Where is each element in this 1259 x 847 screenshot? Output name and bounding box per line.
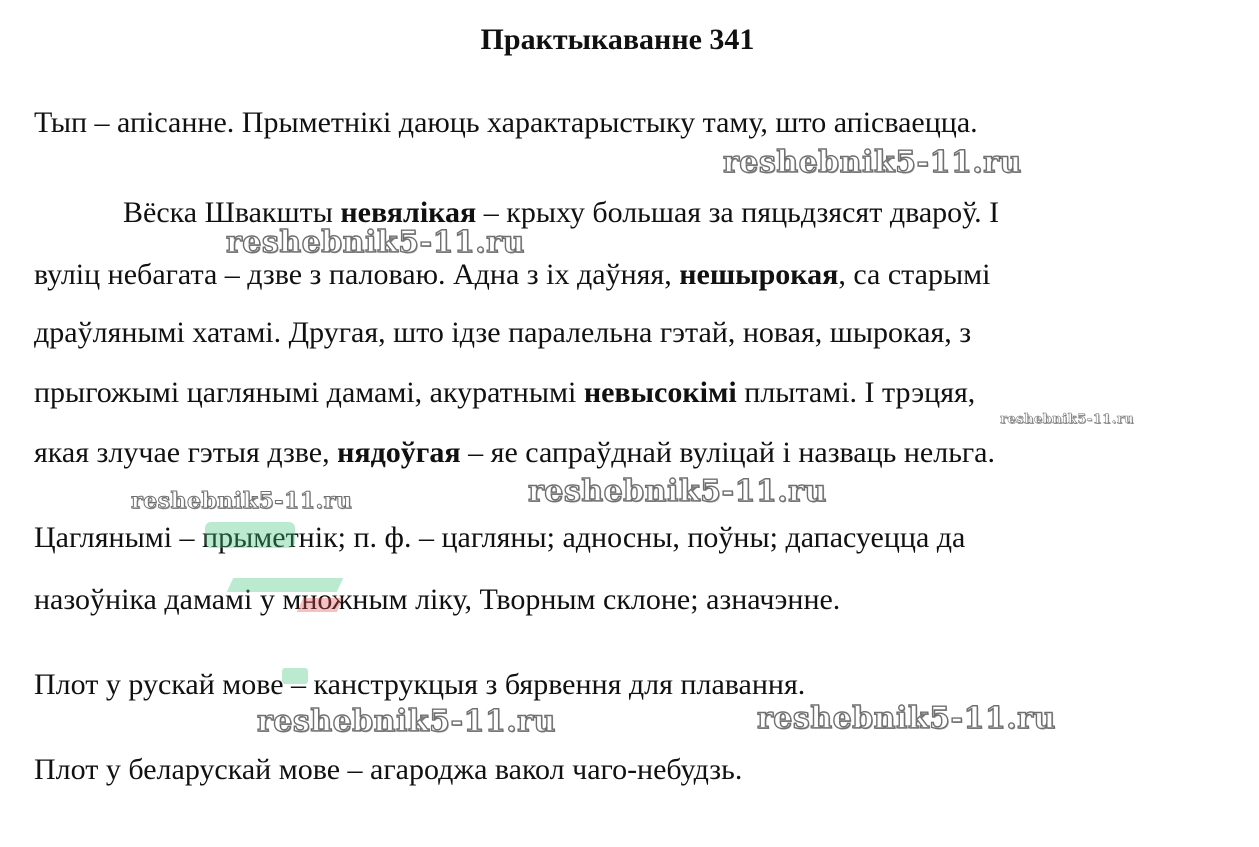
green-smudge [205,522,295,548]
page-title: Практыкаванне 341 [480,23,755,56]
text-segment: , са старымі [838,258,991,291]
paragraph-line-3: драўлянымі хатамі. Другая, што ідзе паралельна гэтай, новая, шырокая, з [34,316,972,349]
watermark-text: reshebnik5-11.ru [257,704,556,739]
watermark-text: reshebnik5-11.ru [1000,412,1135,427]
paragraph-line-4 [34,373,975,413]
type-line: Тып – апісанне. Прыметнікі даюць характарыстыку таму, што апісваецца. [34,106,978,139]
green-smudge [282,668,308,684]
watermark-text: reshebnik5-11.ru [757,701,1056,736]
paragraph-line-5 [34,433,995,473]
watermark-text: reshebnik5-11.ru [226,225,525,260]
text-segment: – крыху большая за пяцьдзясят двароў. І [476,196,1000,229]
bold-adjective: невялікая [340,196,477,229]
text-segment: плытамі. І трэцяя, [736,376,976,409]
text-segment: вуліц небагата – дзве з паловаю. Адна з іх даўняя, [34,258,680,291]
green-smudge [227,578,344,592]
watermark-text: reshebnik5-11.ru [723,145,1022,180]
text-segment: – яе сапраўднай вуліцай і назваць нельга. [460,436,996,469]
analysis-line-1: Цаглянымі – прыметнік; п. ф. – цагляны; адносны, поўны; дапасуецца да [34,521,966,554]
bold-adjective: невысокімі [583,376,737,409]
analysis-line-2: назоўніка дамамі у множным ліку, Творным склоне; азначэнне. [34,583,841,616]
red-smudge [297,598,344,612]
text-segment: прыгожымі цаглянымі дамамі, акуратнымі [34,376,584,409]
bold-adjective: нядоўгая [337,436,461,469]
paragraph-line-2 [34,255,990,295]
watermark-text: reshebnik5-11.ru [131,488,353,514]
plot-belarusian-line: Плот у беларускай мове – агароджа вакол чаго-небудзь. [34,753,743,786]
plot-russian-line: Плот у рускай мове – канструкцыя з бярвення для плавання. [34,668,806,701]
watermark-text: reshebnik5-11.ru [528,474,827,509]
bold-adjective: нешырокая [679,258,839,291]
text-segment: якая злучае гэтыя дзве, [34,436,338,469]
text-segment: Вёска Швакшты [123,196,341,229]
